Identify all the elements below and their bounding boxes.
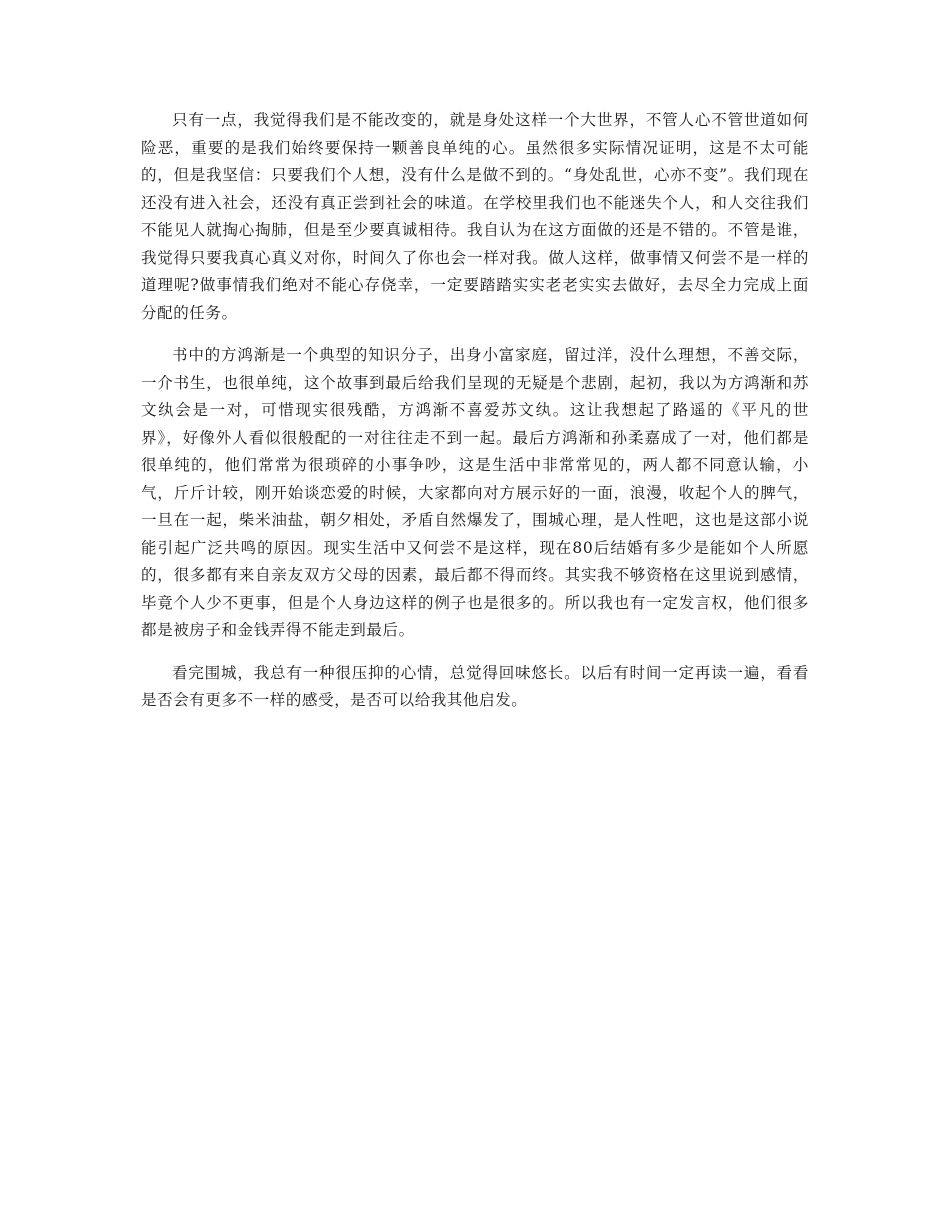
paragraph-1: 只有一点，我觉得我们是不能改变的，就是身处这样一个大世界，不管人心不管世道如何险恶，重要的是我们始终要保持一颗善良单纯的心。虽然很多实际情况证明，这是不太可能的，但是我坚信：只要我们个人想，没有什么是做不到的。“身处乱世，心亦不变”。我们现在还没有进入社会，还没有真正尝到社会的味道。在学校里我们也不能迷失个人，和人交往我们不能见人就掏心掏肺，但是至少要真诚相待。我自认为在这方面做的还是不错的。不管是谁，我觉得只要我真心真义对你，时间久了你也会一样对我。做人这样，做事情又何尝不是一样的道理呢?做事情我们绝对不能心存侥幸，一定要踏踏实实老老实实去做好，去尽全力完成上面分配的任务。 xyxy=(141,111,809,322)
paragraph-2: 书中的方鸿渐是一个典型的知识分子，出身小富家庭，留过洋，没什么理想，不善交际，一介书生，也很单纯，这个故事到最后给我们呈现的无疑是个悲剧，起初，我以为方鸿渐和苏文纨会是一对，可惜现实很残酷，方鸿渐不喜爱苏文纨。这让我想起了路遥的《平凡的世界》，好像外人看似很般配的一对往往走不到一起。最后方鸿渐和孙柔嘉成了一对，他们都是很单纯的，他们常常为很琐碎的小事争吵，这是生活中非常常见的，两人都不同意认输，小气，斤斤计较，刚开始谈恋爱的时候，大家都向对方展示好的一面，浪漫，收起个人的脾气，一旦在一起，柴米油盐，朝夕相处，矛盾自然爆发了，围城心理，是人性吧，这也是这部小说能引起广泛共鸣的原因。现实生活中又何尝不是这样，现在80后结婚有多少是能如个人所愿的，很多都有来自亲友双方父母的因素，最后都不得而终。其实我不够资格在这里说到感情，毕竟个人少不更事，但是个人身边这样的例子也是很多的。所以我也有一定发言权，他们很多都是被房子和金钱弄得不能走到最后。 xyxy=(141,346,809,639)
paragraph-3: 看完围城，我总有一种很压抑的心情，总觉得回味悠长。以后有时间一定再读一遍，看看是否会有更多不一样的感受，是否可以给我其他启发。 xyxy=(141,663,809,709)
document-body xyxy=(141,107,809,730)
